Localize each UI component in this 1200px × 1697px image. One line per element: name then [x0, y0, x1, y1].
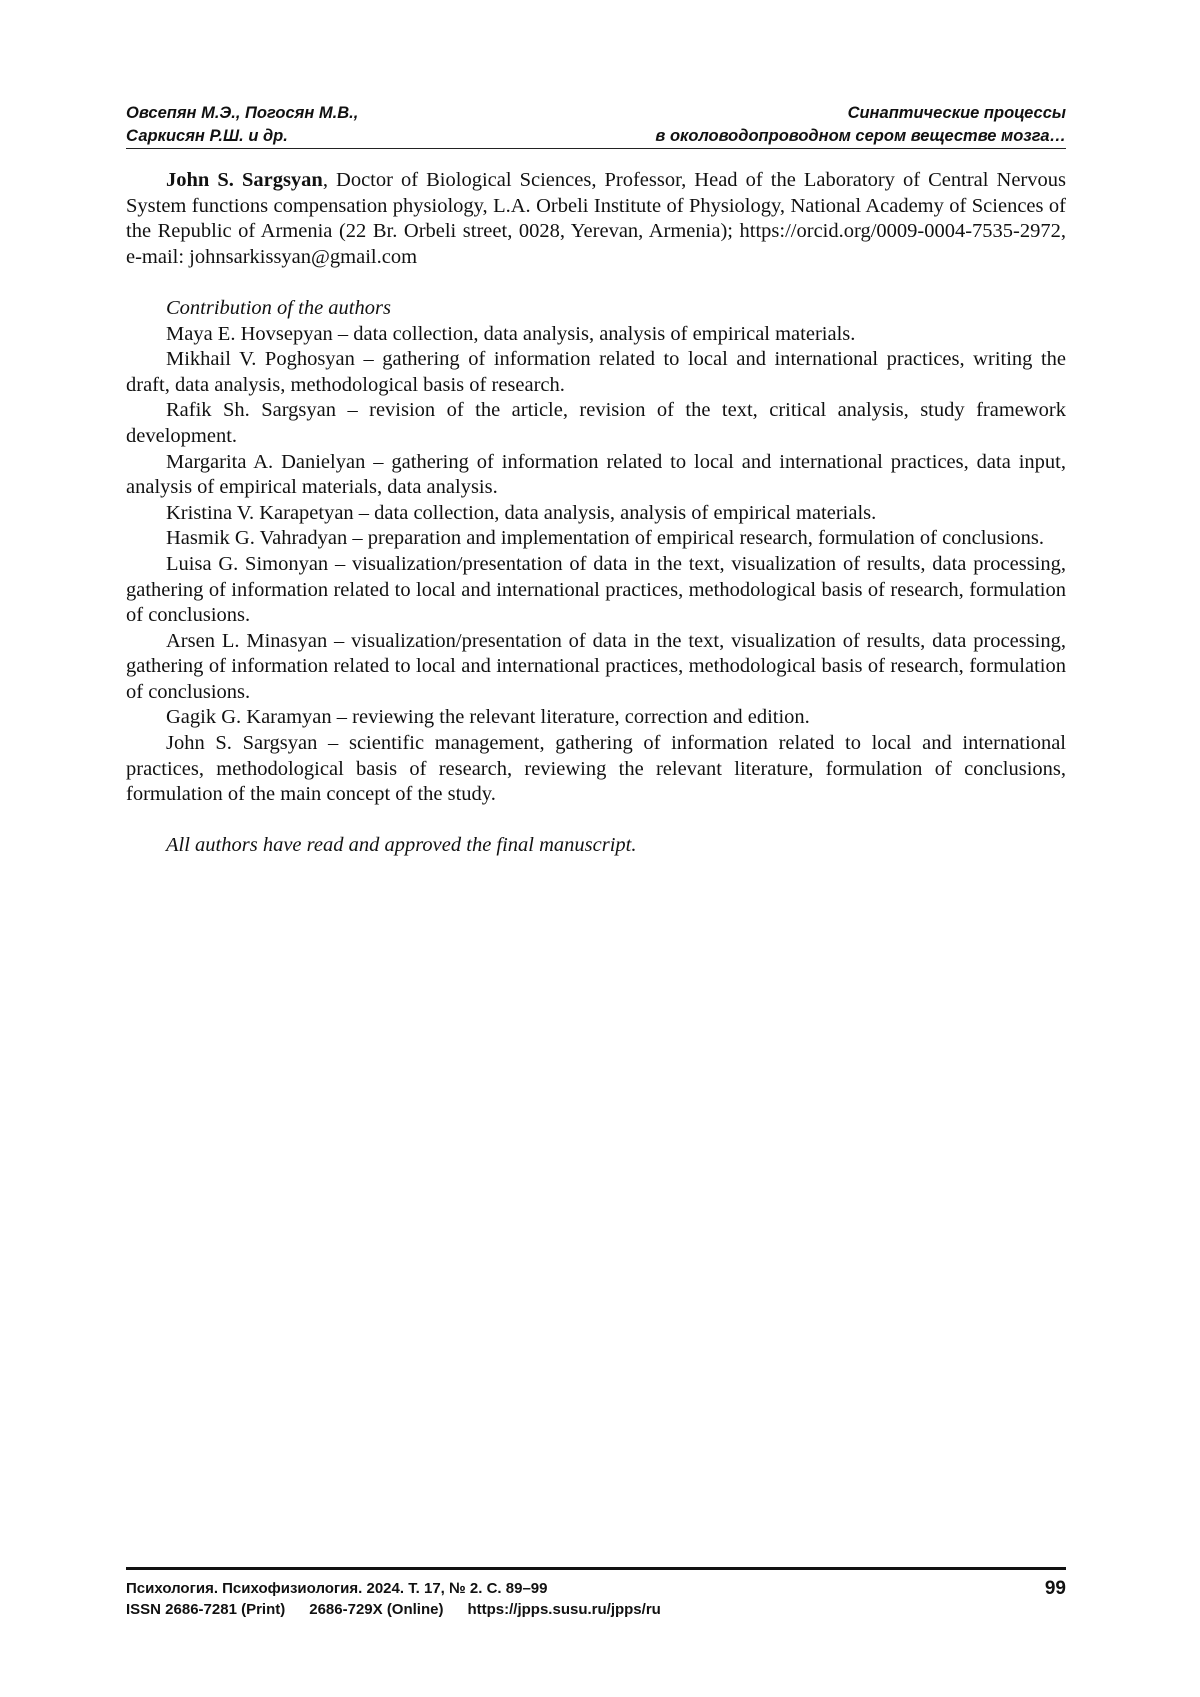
issn-online: 2686-729X (Online) [309, 1601, 443, 1618]
contributions-heading: Contribution of the authors [126, 296, 1066, 322]
journal-url[interactable]: https://jpps.susu.ru/jpps/ru [467, 1601, 660, 1618]
contribution-item: Maya E. Hovsepyan – data collection, data analysis, analysis of empirical materials. [126, 322, 1066, 348]
footer-issn-line [126, 1599, 1066, 1620]
bio-author-details: , Doctor of Biological Sciences, Professor, Head of the Laboratory of Central Nervous System functions compensation physiology, L.A. Orbeli Institute of Physiology, National Academy of Sciences of the Republic of Armenia (22 Br. Orbeli street, 0028, Yerevan, Armenia); https://orcid.org/0009-0004-7535-2972, e-mail: johnsarkissyan@gmail.com [126, 169, 1066, 268]
footer-divider [126, 1567, 1066, 1570]
page-footer [126, 1578, 1066, 1620]
footer-journal-citation: Психология. Психофизиология. 2024. Т. 17, № 2. С. 89–99 [126, 1578, 1066, 1599]
issn-print: ISSN 2686-7281 (Print) [126, 1601, 285, 1618]
contribution-item: Arsen L. Minasyan – visualization/presentation of data in the text, visualization of results, data processing, gathering of information related to local and international practices, methodological basis of research, formulation of conclusions. [126, 629, 1066, 706]
contribution-item: Hasmik G. Vahradyan – preparation and implementation of empirical research, formulation of con­clusions. [126, 526, 1066, 552]
contribution-item: Rafik Sh. Sargsyan – revision of the article, revision of the text, critical analysis, study framework development. [126, 398, 1066, 449]
article-body [126, 168, 1066, 859]
header-title-line1: Синаптические процессы [655, 102, 1066, 125]
approval-statement: All authors have read and approved the final manuscript. [126, 833, 1066, 859]
bio-author-name: John S. Sargsyan [166, 169, 323, 191]
header-authors-line1: Овсепян М.Э., Погосян М.В., [126, 102, 358, 125]
contribution-item: Gagik G. Karamyan – reviewing the relevant literature, correction and edition. [126, 705, 1066, 731]
spacer [126, 808, 1066, 834]
header-authors-line2: Саркисян Р.Ш. и др. [126, 125, 358, 148]
header-title-line2: в околоводопроводном сером веществе мозга… [655, 125, 1066, 148]
author-bio [126, 168, 1066, 270]
contribution-item: Margarita A. Danielyan – gathering of information related to local and international practices, data input, analysis of empirical materials, data analysis. [126, 450, 1066, 501]
header-divider [126, 148, 1066, 149]
header-title [655, 102, 1066, 148]
page-number: 99 [1045, 1578, 1066, 1599]
header-authors [126, 102, 358, 148]
contribution-item: Kristina V. Karapetyan – data collection, data analysis, analysis of empirical materials. [126, 501, 1066, 527]
contribution-item: Mikhail V. Poghosyan – gathering of information related to local and international practices, writ­ing the draft, data analysis, methodological basis of research. [126, 347, 1066, 398]
spacer [126, 270, 1066, 296]
contribution-item: Luisa G. Simonyan – visualization/presentation of data in the text, visualization of results, data processing, gathering of information related to local and international practices, methodological basis of research, formulation of conclusions. [126, 552, 1066, 629]
contribution-item: John S. Sargsyan – scientific management, gathering of information related to local and internation­al practices, methodological basis of research, reviewing the relevant literature, formulation of conclu­sions, formulation of the main concept of the study. [126, 731, 1066, 808]
